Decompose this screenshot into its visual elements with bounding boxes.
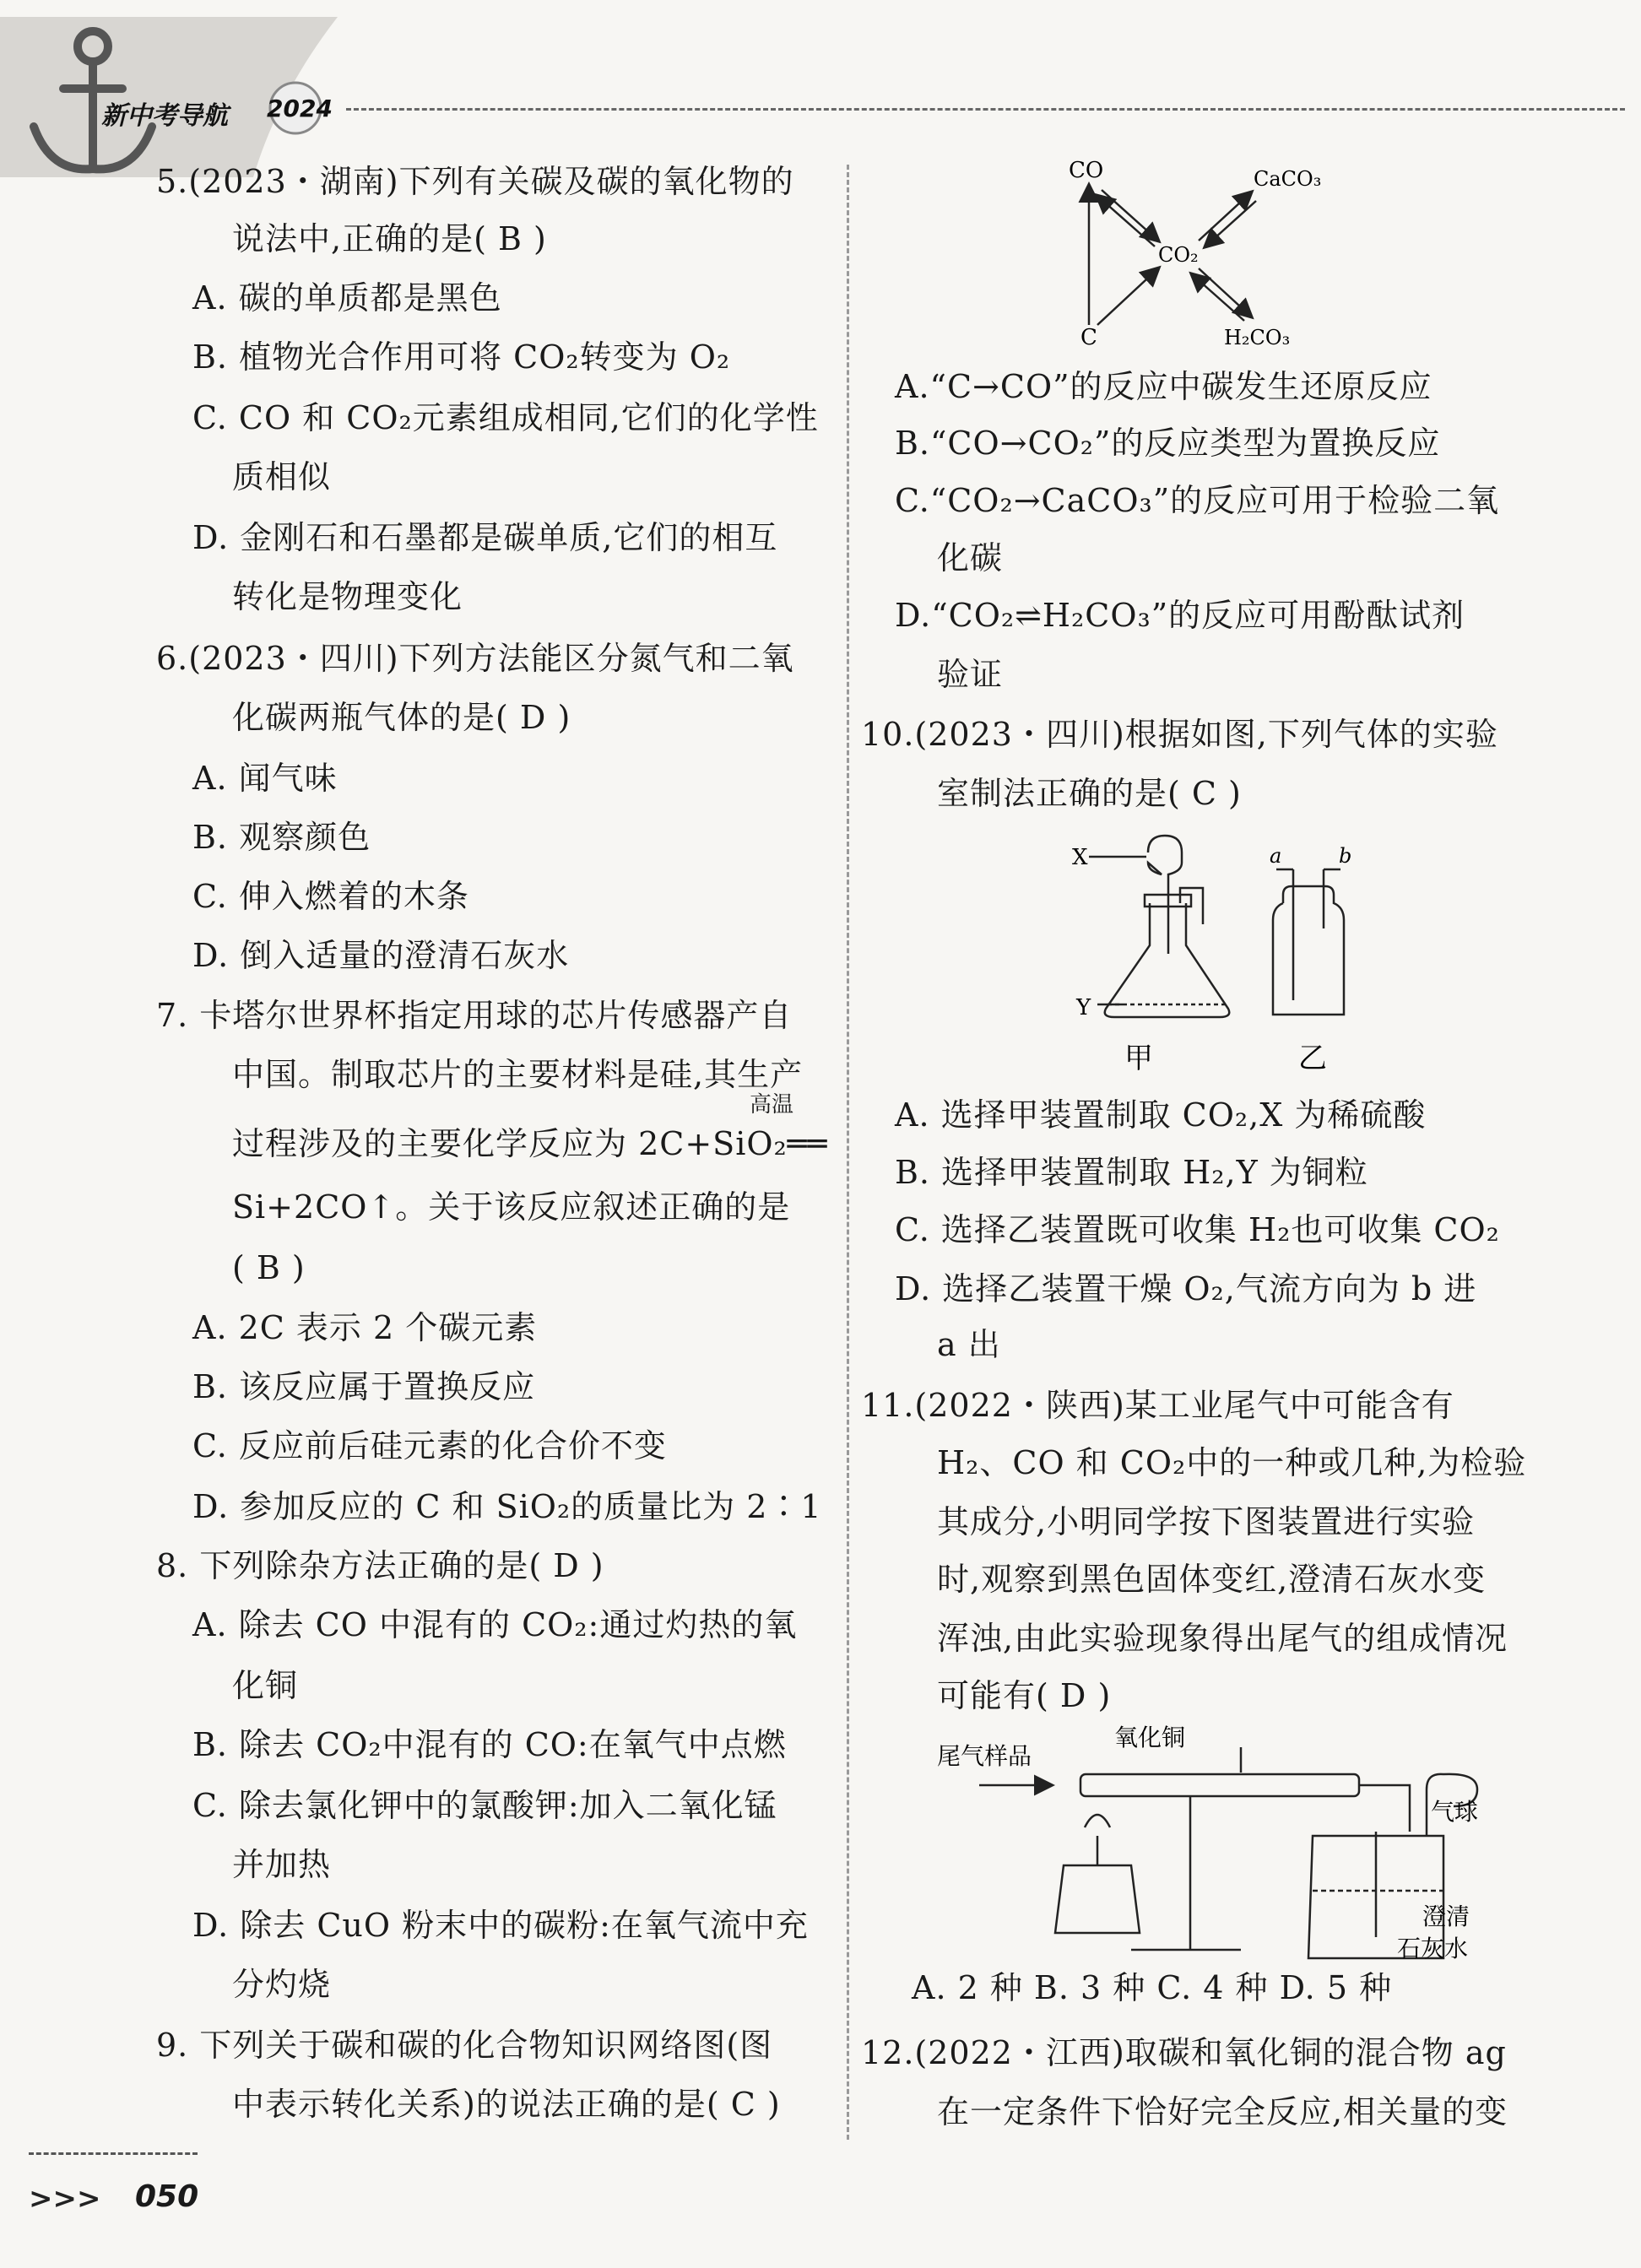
fig9-co2: CO₂: [1158, 243, 1199, 267]
fig9-arrow-c-co2: [1097, 268, 1158, 325]
left-q9-l1: 9. 下列关于碳和碳的化合物知识网络图(图: [156, 2027, 773, 2064]
right-q9-d1: D.“CO₂⇌H₂CO₃”的反应可用酚酞试剂: [895, 597, 1465, 634]
fig10-y: Y: [1076, 995, 1091, 1020]
right-q11-opts: A. 2 种 B. 3 种 C. 4 种 D. 5 种: [912, 1969, 1393, 2006]
left-q8-b: B. 除去 CO₂中混有的 CO:在氧气中点燃: [192, 1726, 787, 1763]
fig11-gas: 尾气样品: [937, 1742, 1032, 1770]
right-q11-l4: 时,观察到黑色固体变红,澄清石灰水变: [937, 1561, 1487, 1598]
footer-divider: [29, 2152, 198, 2155]
left-q7-b: B. 该反应属于置换反应: [192, 1368, 536, 1405]
right-q10-c: C. 选择乙装置既可收集 H₂也可收集 CO₂: [895, 1211, 1500, 1248]
fig9-arrow-co2-caco3: [1199, 192, 1251, 241]
left-q7-l2: 中国。制取芯片的主要材料是硅,其生产: [232, 1056, 804, 1093]
left-q5-c2: 质相似: [232, 458, 332, 495]
fig11-tube: [1080, 1774, 1359, 1796]
fig9-h2co3: H₂CO₃: [1224, 326, 1291, 349]
fig9-arrow-h2co3-co2: [1192, 274, 1244, 321]
left-q8-a2: 化铜: [232, 1667, 299, 1704]
right-q11-l2: H₂、CO 和 CO₂中的一种或几种,为检验: [937, 1444, 1527, 1481]
right-q9-d2: 验证: [937, 656, 1004, 693]
right-q10-l1: 10.(2023・四川)根据如图,下列气体的实验: [861, 716, 1498, 753]
q9-carbon-network-figure: [1064, 152, 1351, 355]
left-q8-c1: C. 除去氯化钾中的氯酸钾:加入二氧化锰: [192, 1787, 777, 1824]
left-q7-d: D. 参加反应的 C 和 SiO₂的质量比为 2∶1: [192, 1488, 822, 1525]
column-divider: [847, 165, 849, 2140]
fig10-yi: 乙: [1298, 1042, 1327, 1075]
fig9-c: C: [1080, 325, 1097, 350]
right-q10-l2: 室制法正确的是( C ): [937, 775, 1242, 812]
left-q5-d2: 转化是物理变化: [232, 578, 463, 615]
q7-reaction-condition: 高温: [750, 1092, 794, 1118]
fig9-arrow-co2-co: [1097, 196, 1155, 246]
right-q10-b: B. 选择甲装置制取 H₂,Y 为铜粒: [895, 1154, 1368, 1191]
fig10-bottle: [1273, 886, 1344, 1015]
right-q10-a: A. 选择甲装置制取 CO₂,X 为稀硫酸: [895, 1096, 1427, 1134]
header-year: 2024: [267, 95, 333, 122]
fig10-x: X: [1072, 845, 1088, 870]
left-q5-d1: D. 金刚石和石墨都是碳单质,它们的相互: [192, 519, 778, 556]
fig11-balloon: 气球: [1431, 1798, 1479, 1826]
left-q6-l1: 6.(2023・四川)下列方法能区分氮气和二氧: [156, 640, 794, 677]
right-q9-c1: C.“CO₂→CaCO₃”的反应可用于检验二氧: [895, 482, 1500, 519]
header-divider: [346, 108, 1625, 111]
fig11-lime2: 石灰水: [1397, 1935, 1469, 1962]
fig10-b: b: [1339, 844, 1352, 868]
q10-apparatus-figure: [1072, 827, 1393, 1080]
q11-apparatus-figure: [937, 1722, 1494, 1967]
left-q6-a: A. 闻气味: [192, 760, 338, 797]
left-q8-a1: A. 除去 CO 中混有的 CO₂:通过灼热的氧: [192, 1606, 798, 1643]
header-title: 新中考导航: [101, 101, 228, 131]
right-q11-l3: 其成分,小明同学按下图装置进行实验: [937, 1503, 1476, 1540]
left-q5-c1: C. CO 和 CO₂元素组成相同,它们的化学性: [192, 399, 819, 436]
fig11-cuo: 氧化铜: [1114, 1724, 1186, 1751]
fig10-jia: 甲: [1124, 1042, 1153, 1075]
right-q11-l6: 可能有( D ): [937, 1677, 1112, 1714]
right-q9-a: A.“C→CO”的反应中碳发生还原反应: [895, 368, 1432, 405]
page-number: 050: [135, 2179, 199, 2214]
fig11-lime1: 澄清: [1422, 1903, 1470, 1930]
right-q11-l1: 11.(2022・陕西)某工业尾气中可能含有: [861, 1387, 1454, 1424]
left-q8-d1: D. 除去 CuO 粉末中的碳粉:在氧气流中充: [192, 1907, 809, 1944]
left-q7-l1: 7. 卡塔尔世界杯指定用球的芯片传感器产自: [156, 997, 793, 1034]
right-q12-l1: 12.(2022・江西)取碳和氧化铜的混合物 ag: [861, 2034, 1507, 2071]
fig10-flask: [1105, 903, 1230, 1017]
left-q8-c2: 并加热: [232, 1846, 332, 1883]
fig10-a: a: [1270, 844, 1282, 868]
footer-arrows: >>>: [29, 2182, 101, 2216]
left-q6-b: B. 观察颜色: [192, 819, 371, 856]
left-q7-c: C. 反应前后硅元素的化合价不变: [192, 1427, 667, 1464]
fig9-arrow-co-co2: [1102, 190, 1158, 241]
left-q9-l2: 中表示转化关系)的说法正确的是( C ): [232, 2086, 781, 2123]
left-q5-l2: 说法中,正确的是( B ): [232, 220, 547, 257]
fig9-co: CO: [1069, 158, 1104, 183]
header-banner: [0, 0, 355, 186]
right-q9-b: B.“CO→CO₂”的反应类型为置换反应: [895, 425, 1441, 462]
right-q10-d1: D. 选择乙装置干燥 O₂,气流方向为 b 进: [895, 1270, 1477, 1307]
left-q6-c: C. 伸入燃着的木条: [192, 878, 469, 915]
fig9-arrow-caco3-co2: [1205, 201, 1256, 246]
left-q7-l5: ( B ): [232, 1249, 306, 1286]
right-q12-l2: 在一定条件下恰好完全反应,相关量的变: [937, 2093, 1508, 2130]
right-q11-l5: 浑浊,由此实验现象得出尾气的组成情况: [937, 1620, 1508, 1657]
left-q6-l2: 化碳两瓶气体的是( D ): [232, 699, 571, 736]
left-q5-a: A. 碳的单质都是黑色: [192, 279, 502, 317]
right-q10-d2: a 出: [937, 1326, 1001, 1363]
left-q7-a: A. 2C 表示 2 个碳元素: [192, 1309, 538, 1346]
left-q8-d2: 分灼烧: [232, 1966, 332, 2003]
left-q5-l1: 5.(2023・湖南)下列有关碳及碳的氧化物的: [156, 163, 794, 200]
left-q7-l3: 过程涉及的主要化学反应为 2C+SiO₂══: [232, 1125, 828, 1162]
fig9-caco3: CaCO₃: [1254, 167, 1322, 191]
fig11-lamp: [1055, 1865, 1140, 1933]
left-q5-b: B. 植物光合作用可将 CO₂转变为 O₂: [192, 338, 731, 376]
left-q6-d: D. 倒入适量的澄清石灰水: [192, 937, 570, 974]
left-q8-l1: 8. 下列除杂方法正确的是( D ): [156, 1547, 604, 1584]
right-q9-c2: 化碳: [937, 539, 1004, 576]
fig9-arrow-co2-h2co3: [1199, 268, 1251, 317]
left-q7-l4: Si+2CO↑。关于该反应叙述正确的是: [232, 1188, 791, 1226]
